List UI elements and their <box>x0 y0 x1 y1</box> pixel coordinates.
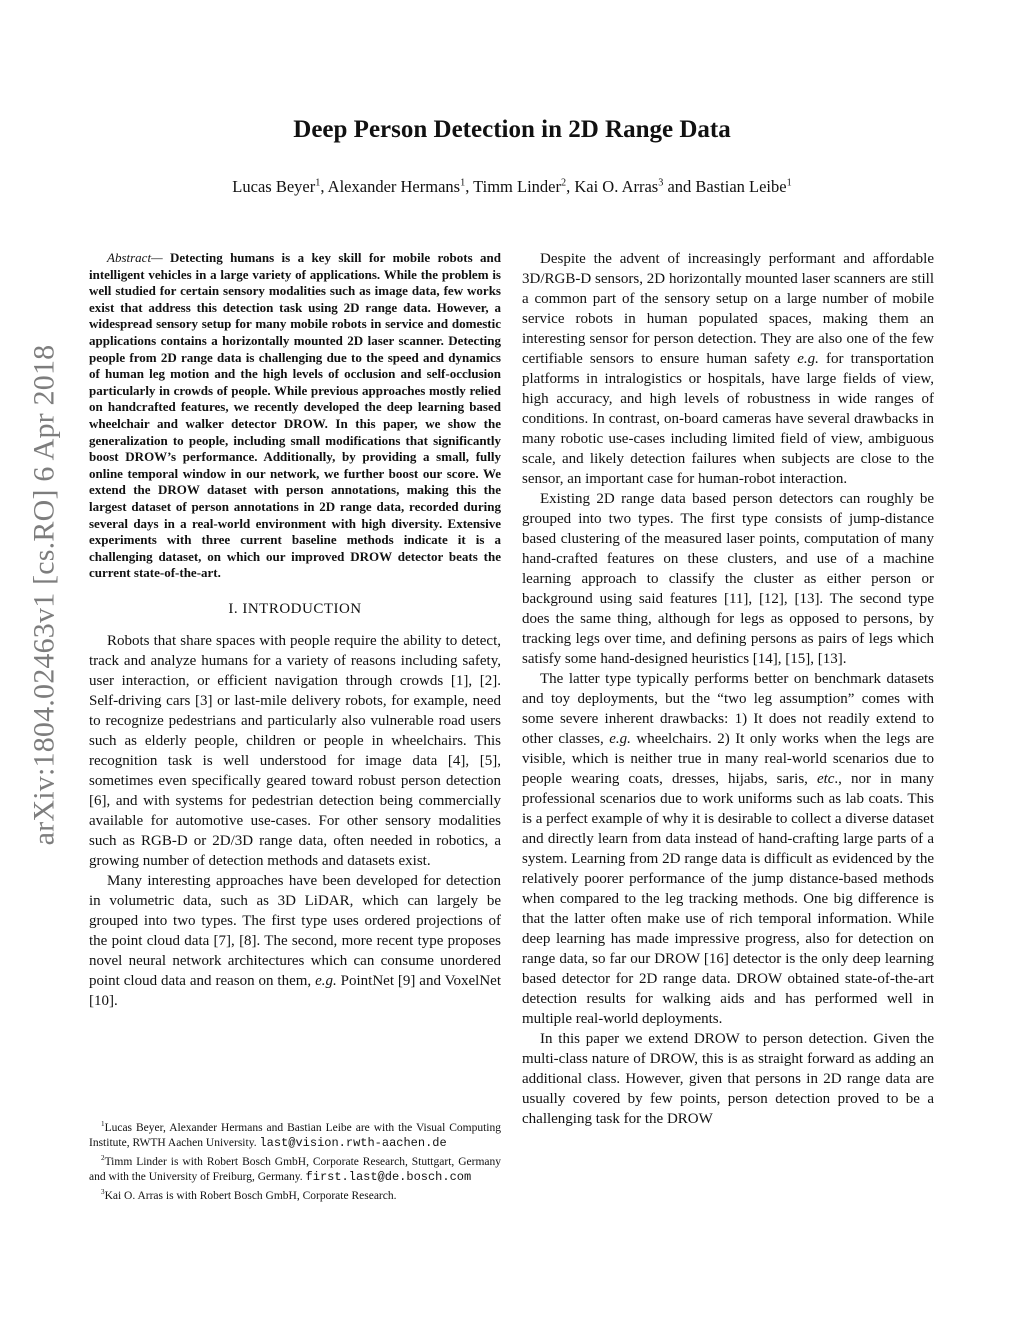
body-paragraph-3 <box>522 669 934 1029</box>
intro-paragraph-2 <box>89 871 501 1011</box>
paper-title: Deep Person Detection in 2D Range Data <box>293 116 731 143</box>
author-name: Kai O. Arras <box>574 177 659 196</box>
author-separator: , <box>566 177 575 196</box>
author-affiliation: 3 <box>658 177 664 189</box>
paragraph-italic: e.g. <box>797 351 819 367</box>
paragraph-text: wheelchairs. 2) It only works when the legs are visible, which is neither true in many real-world scenarios due to people wearing coats, dresses, hijabs, saris, <box>522 731 934 787</box>
body-paragraph-4: In this paper we extend DROW to person detection. Given the multi-class nature of DROW, this is as straight forward as adding an additional class. However, given that persons in 2D range data are usually covered by few points, person detection proved to be a challenging task for the DROW <box>522 1031 934 1127</box>
paragraph-text: ., nor in many professional scenarios due to work uniforms such as lab coats. This is a perfect example of why it is desirable to collect a diverse dataset and directly learn from data instead of hand-crafting large parts of a system. Learning from 2D range data is difficult as evidenced by the relatively poorer performance of the jump distance-based methods when compared to the leg tracking methods. One big difference is that the latter often make use of rich temporal information. While deep learning has made impressive progress, also for detection on range data, so far our DROW [16] detector is the only deep learning based detector for 2D range data. DROW obtained state-of-the-art detection results for walking aids and has performed well in multiple real-world deployments. <box>522 771 934 1027</box>
left-column <box>89 250 501 1011</box>
author-affiliation: 1 <box>315 177 321 189</box>
author-affiliation: 1 <box>786 177 792 189</box>
abstract-label: Abstract <box>107 250 152 265</box>
paragraph-italic: e.g. <box>609 731 631 747</box>
footnote-2 <box>89 1151 501 1185</box>
paragraph-italic: e.g. <box>315 972 337 989</box>
author-name: Timm Linder <box>473 177 561 196</box>
abstract-text: Detecting humans is a key skill for mobile robots and intelligent vehicles in a large variety of applications. While the problem is well studied for certain sensory modalities such as image data, few works exist that address this detection task using 2D range data. However, a widespread sensory setup for many mobile robots in service and domestic applications contains a horizontally mounted 2D laser scanner. Detecting people from 2D range data is challenging due to the speed and dynamics of human leg motion and the high levels of occlusion and self-occlusion particularly in crowds of people. While previous approaches mostly relied on handcrafted features, we recently developed the deep learning based wheelchair and walker detector DROW. In this paper, we show the generalization to people, including small modifications that significantly boost DROW’s performance. Additionally, by providing a small, fully online temporal window in our network, we further boost our score. We extend the DROW dataset with person annotations, making this the largest dataset of person annotations in 2D range data, recorded during several days in a real-world environment with high diversity. Extensive experiments with three current baseline methods indicate it is a challenging dataset, on which our improved DROW detector beats the current state-of-the-art. <box>89 250 501 581</box>
abstract-dash: — <box>151 250 170 265</box>
footnote-text: Kai O. Arras is with Robert Bosch GmbH, Corporate Research. <box>104 1190 397 1203</box>
author-name: Alexander Hermans <box>327 177 461 196</box>
author-name: Bastian Leibe <box>695 177 787 196</box>
paragraph-text: The latter type typically performs better on benchmark datasets and toy deployments, but the “two leg assumption” comes with some severe inherent drawbacks: 1) It does not readily extend to other classes, <box>522 671 934 747</box>
author-separator: and <box>663 177 696 196</box>
body-paragraph-1 <box>522 249 934 489</box>
paragraph-text: for transportation platforms in intralogistics or hospitals, have large fields of view, high accuracy, and high levels of robustness in wide ranges of conditions. In contrast, on-board cameras have several drawbacks in many robotic use-cases including limited field of view, ambiguous scale, and likely detection failures when subjects are close to the sensor, an important case for human-robot interaction. <box>522 351 934 487</box>
abstract <box>89 250 501 582</box>
footnote-email: first.last@de.bosch.com <box>305 1170 472 1185</box>
author-separator: , <box>465 177 474 196</box>
intro-paragraph-1: Robots that share spaces with people require the ability to detect, track and analyze humans for a variety of reasons including safety, user interaction, or efficient navigation through crowds [1], [2]. Self-driving cars [3] or last-mile delivery robots, for example, need to recognize pedestrians and particularly also vulnerable road users such as elderly people, children or people in wheelchairs. This recognition task is well understood for image data [4], [5], sometimes even specifically geared toward robust person detection [6], and with systems for pedestrian detection being commercially available for automotive use-cases. For other sensory modalities such as RGB-D or 2D/3D range data, often needed in robotics, a growing number of detection methods and datasets exist. <box>89 632 501 869</box>
footnote-3 <box>89 1185 501 1204</box>
paragraph-text: Many interesting approaches have been developed for detection in volumetric data, such as 3D LiDAR, which can largely be grouped into two types. The first type uses ordered projections of the point cloud data [7], [8]. The second, more recent type proposes novel neural network architectures which can consume unordered point cloud data and reason on them, <box>89 872 501 989</box>
body-paragraph-2: Existing 2D range data based person detectors can roughly be grouped into two types. The first type consists of jump-distance based clustering of the measured laser points, computation of many hand-crafted features on these clusters, and use of a machine learning approach to classify the cluster as either person or background using said features [11], [12], [13]. The second type does the same thing, although for legs as opposed to persons, by tracking legs over time, and defining persons as pairs of legs which satisfy some hand-designed heuristics [14], [15], [13]. <box>522 491 934 667</box>
section-heading-introduction: I. INTRODUCTION <box>228 600 362 617</box>
footnote-mark: 1 <box>101 1120 105 1128</box>
arxiv-identifier <box>22 255 66 935</box>
footnote-mark: 3 <box>101 1188 105 1197</box>
author-affiliation: 1 <box>460 177 466 189</box>
footnote-mark: 2 <box>101 1154 105 1163</box>
footnote-text: Timm Linder is with Robert Bosch GmbH, Corporate Research, Stuttgart, Germany and with the University of Freiburg, Germany. <box>89 1156 501 1184</box>
author-separator: , <box>320 177 328 196</box>
arxiv-identifier-text: arXiv:1804.02463v1 [cs.RO] 6 Apr 2018 <box>27 344 60 846</box>
paragraph-text: Despite the advent of increasingly performant and affordable 3D/RGB-D sensors, 2D horizontally mounted laser scanners are still a common part of the sensory setup on a large number of mobile service robots in human populated spaces, making them an interesting sensor for person detection. They are also one of the few certifiable sensors to ensure human safety <box>522 251 934 367</box>
right-column <box>522 249 934 1129</box>
footnote-text: Lucas Beyer, Alexander Hermans and Bastian Leibe are with the Visual Computing Institute, RWTH Aachen University. <box>89 1121 501 1150</box>
footnotes <box>89 1117 501 1205</box>
author-affiliation: 2 <box>561 177 567 189</box>
paragraph-italic: etc <box>816 771 835 787</box>
author-name: Lucas Beyer <box>232 177 316 196</box>
footnote-email: last@vision.rwth-aachen.de <box>259 1136 447 1151</box>
author-list <box>0 177 1024 197</box>
paragraph-text: PointNet [9] and VoxelNet [10]. <box>89 972 501 1009</box>
footnote-1 <box>89 1117 501 1151</box>
